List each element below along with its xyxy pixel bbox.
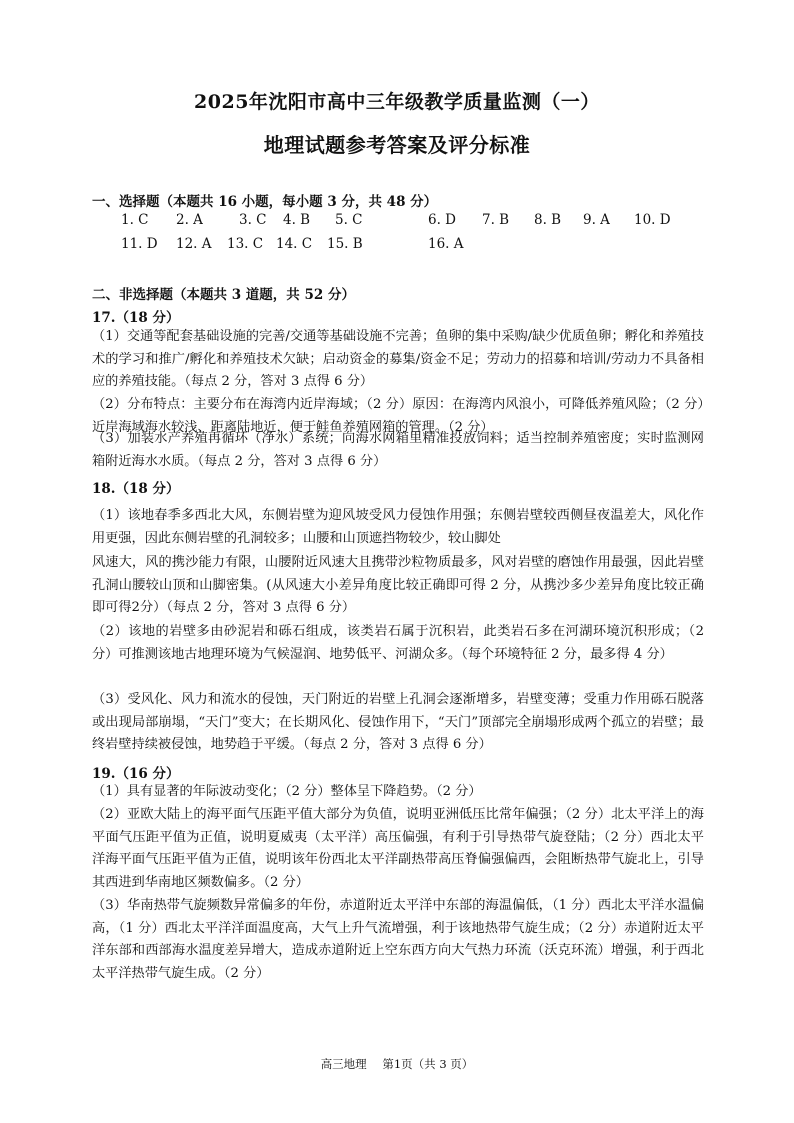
q17-part2: （2）分布特点：主要分布在海湾内近岸海域；（2 分）原因：在海湾内风浪小，可降低养殖风险；（2 分）近岸海域海水较浅、距离陆地近，便于鲑鱼养殖网箱的管理。（2 分） [92, 397, 704, 435]
answer-10: 10. D [634, 212, 671, 228]
answer-2: 2. A [176, 212, 203, 228]
answer-15: 15. B [327, 236, 363, 252]
answer-9: 9. A [583, 212, 610, 228]
answer-5: 5. C [335, 212, 363, 228]
q18-heading: 18.（18 分） [92, 481, 180, 497]
footer-page-number: 第1页（共 3 页） [382, 1057, 474, 1071]
q17-part1: （1）交通等配套基础设施的完善/交通等基础设施不完善；鱼卵的集中采购/缺少优质鱼卵；孵化和养殖技术的学习和推广/孵化和养殖技术欠缺；启动资金的募集/资金不足；劳动力的招募和培训/劳动力不具备相应的养殖技能。（每点 2 分，答对 3 点得 6 分） [92, 329, 704, 390]
answer-8: 8. B [534, 212, 562, 228]
q19-part1: （1）具有显著的年际波动变化；（2 分）整体呈下降趋势。（2 分） [92, 784, 482, 799]
q18-part2: （2）该地的岩壁多由砂泥岩和砾石组成，该类岩石属于沉积岩，此类岩石多在河湖环境沉积形成；（2 分）可推测该地古地理环境为气候湿润、地势低平、河湖众多。（每个环境特征 2 分，最多得 4 分） [92, 624, 704, 662]
section1-heading: 一、选择题（本题共 16 小题，每小题 3 分，共 48 分） [92, 194, 438, 210]
q19-part3: （3）华南热带气旋频数异常偏多的年份，赤道附近太平洋中东部的海温偏低，（1 分）西北太平洋水温偏高，（1 分）西北太平洋洋面温度高，大气上升气流增强，利于该地热带气旋生成；（2 分）赤道附近太平洋东部和西部海水温度差异增大，造成赤道附近上空东西方向大气热力环流（沃克环流）增强，利于西北太平洋热带气旋生成。（2 分） [92, 898, 704, 981]
answer-4: 4. B [283, 212, 311, 228]
answer-14: 14. C [276, 236, 313, 252]
exam-title: 2025年沈阳市高中三年级教学质量监测（一） [194, 91, 600, 113]
q18-part1b: 风速大，风的携沙能力有限，山腰附近风速大且携带沙粒物质最多，风对岩壁的磨蚀作用最强，因此岩壁孔洞山腰较山顶和山脚密集。(从风速大小差异角度比较正确即可得 2 分，从携沙多少差异角度比较正确即可得2分）（每点 2 分，答对 3 点得 6 分） [92, 555, 704, 616]
q18-part1a: （1）该地春季多西北大风，东侧岩壁为迎风坡受风力侵蚀作用强；东侧岩壁较西侧昼夜温差大，风化作用更强，因此东侧岩壁的孔洞较多；山腰和山顶遮挡物较少，较山脚处 [92, 508, 704, 546]
answer-13: 13. C [227, 236, 264, 252]
answer-7: 7. B [482, 212, 510, 228]
page-footer [0, 1056, 794, 1072]
q17-part3: （3）加装水产养殖再循环（净水）系统；向海水网箱里精准投放饲料；适当控制养殖密度；实时监测网箱附近海水水质。（每点 2 分，答对 3 点得 6 分） [92, 431, 704, 469]
q17-heading: 17.（18 分） [92, 310, 180, 326]
answer-3: 3. C [239, 212, 267, 228]
section2-heading: 二、非选择题（本题共 3 道题，共 52 分） [92, 287, 355, 303]
q18-part3: （3）受风化、风力和流水的侵蚀，天门附近的岩壁上孔洞会逐渐增多，岩壁变薄；受重力作用砾石脱落或出现局部崩塌，“天门”变大；在长期风化、侵蚀作用下，“天门”顶部完全崩塌形成两个孤立的岩壁；最终岩壁持续被侵蚀，地势趋于平缓。（每点 2 分，答对 3 点得 6 分） [92, 692, 704, 753]
answer-16: 16. A [428, 236, 464, 252]
q19-part2: （2）亚欧大陆上的海平面气压距平值大部分为负值，说明亚洲低压比常年偏强；（2 分）北太平洋上的海平面气压距平值为正值，说明夏威夷（太平洋）高压偏强，有利于引导热带气旋登陆；（2 分）西北太平洋海平面气压距平值为正值，说明该年份西北太平洋副热带高压脊偏强偏西，会阻断热带气旋北上，引导其西进到华南地区频数偏多。（2 分） [92, 807, 704, 890]
answer-1: 1. C [121, 212, 149, 228]
exam-subtitle: 地理试题参考答案及评分标准 [263, 133, 531, 157]
q19-heading: 19.（16 分） [92, 766, 180, 782]
answer-12: 12. A [176, 236, 212, 252]
answer-6: 6. D [428, 212, 456, 228]
answer-11: 11. D [121, 236, 158, 252]
footer-subject: 高三地理 [320, 1057, 367, 1071]
